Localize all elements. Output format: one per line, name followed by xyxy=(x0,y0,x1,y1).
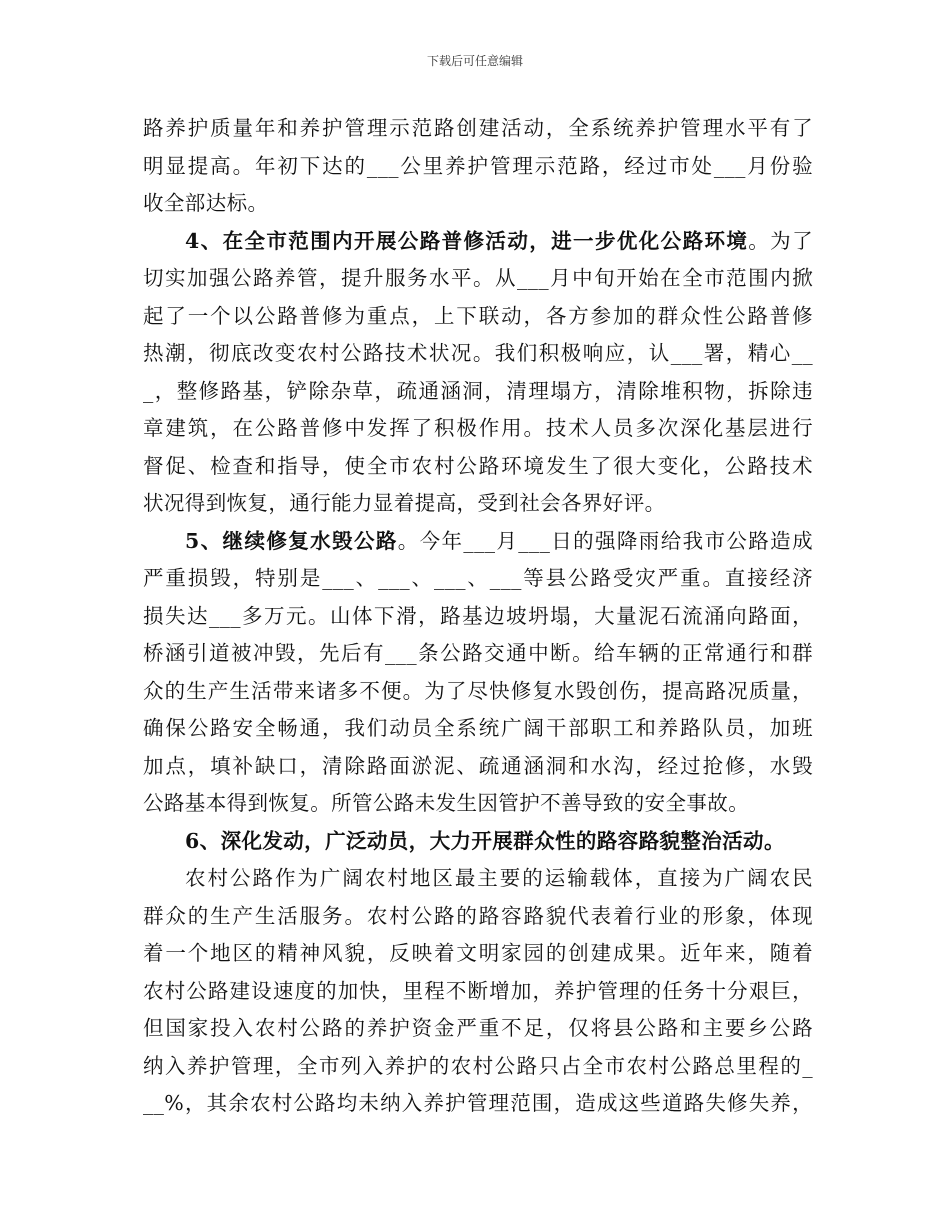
text-line xyxy=(143,335,813,373)
body-text: 着一个地区的精神风貌，反映着文明家园的创建成果。近年来，随着 xyxy=(143,941,813,965)
body-text: 公路基本得到恢复。所管公路未发生因管护不善导致的安全事故。 xyxy=(143,791,750,815)
text-line xyxy=(143,598,813,636)
text-line xyxy=(143,1085,813,1123)
body-text: 桥涵引道被冲毁，先后有___条公路交通中断。给车辆的正常通行和群 xyxy=(143,641,813,665)
text-line xyxy=(143,823,813,861)
body-text: 农村公路建设速度的加快，里程不断增加，养护管理的任务十分艰巨， xyxy=(143,978,813,1003)
text-line xyxy=(143,523,813,561)
text-line xyxy=(143,748,813,786)
bold-heading-text: 4、在全市范围内开展公路普修活动，进一步优化公路环境 xyxy=(185,228,749,253)
text-line xyxy=(143,1048,813,1086)
text-line xyxy=(143,935,813,973)
text-line xyxy=(143,448,813,486)
text-line xyxy=(143,898,813,936)
body-text: 但国家投入农村公路的养护资金严重不足，仅将县公路和主要乡公路 xyxy=(143,1016,813,1040)
text-line xyxy=(143,1010,813,1048)
text-line xyxy=(143,973,813,1011)
text-line xyxy=(143,298,813,336)
body-text: 章建筑，在公路普修中发挥了积极作用。技术人员多次深化基层进行 xyxy=(143,416,813,440)
bold-heading-text: 6、深化发动，广泛动员，大力开展群众性的路容路貌整治活动。 xyxy=(185,828,785,853)
body-text: 群众的生产生活服务。农村公路的路容路貌代表着行业的形象，体现 xyxy=(143,903,813,928)
body-text: 纳入养护管理，全市列入养护的农村公路只占全市农村公路总里程的_ xyxy=(143,1053,813,1078)
text-line xyxy=(143,260,813,298)
text-line xyxy=(143,373,813,411)
body-text: 农村公路作为广阔农村地区最主要的运输载体，直接为广阔农民 xyxy=(185,866,813,890)
body-text: 督促、检查和指导，使全市农村公路环境发生了很大变化，公路技术 xyxy=(143,453,813,478)
text-line xyxy=(143,148,813,186)
text-line xyxy=(143,410,813,448)
body-text: 切实加强公路养管，提升服务水平。从___月中旬开始在全市范围内掀 xyxy=(143,266,813,290)
text-line xyxy=(143,485,813,523)
text-line xyxy=(143,223,813,261)
document-body xyxy=(143,110,813,1123)
body-text: 起了一个以公路普修为重点，上下联动，各方参加的群众性公路普修 xyxy=(143,303,813,328)
text-line xyxy=(143,710,813,748)
body-text: _，整修路基，铲除杂草，疏通涵洞，清理塌方，清除堆积物，拆除违 xyxy=(143,378,813,403)
body-text: 收全部达标。 xyxy=(143,191,269,215)
text-line xyxy=(143,110,813,148)
text-line xyxy=(143,785,813,823)
page-header: 下载后可任意编辑 xyxy=(426,54,523,68)
body-text: 路养护质量年和养护管理示范路创建活动，全系统养护管理水平有了 xyxy=(143,116,813,140)
text-line xyxy=(143,860,813,898)
text-line xyxy=(143,673,813,711)
body-text: 严重损毁，特别是___、___、___、___等县公路受灾严重。直接经济 xyxy=(143,566,813,590)
text-line xyxy=(143,635,813,673)
body-text: 状况得到恢复，通行能力显着提高，受到社会各界好评。 xyxy=(143,491,666,515)
body-text: 确保公路安全畅通，我们动员全系统广阔干部职工和养路队员，加班 xyxy=(143,716,813,740)
body-text: 。今年___月___日的强降雨给我市公路造成 xyxy=(397,528,813,553)
body-text: 加点，填补缺口，清除路面淤泥、疏通涵洞和水沟，经过抢修，水毁 xyxy=(143,753,813,778)
bold-heading-text: 5、继续修复水毁公路 xyxy=(185,528,398,553)
body-text: 损失达___多万元。山体下滑，路基边坡坍塌，大量泥石流涌向路面， xyxy=(143,603,813,628)
text-line xyxy=(143,185,813,223)
body-text: __%，其余农村公路均未纳入养护管理范围，造成这些道路失修失养， xyxy=(143,1091,813,1115)
body-text: 明显提高。年初下达的___公里养护管理示范路，经过市处___月份验 xyxy=(143,153,813,178)
body-text: 众的生产生活带来诸多不便。为了尽快修复水毁创伤，提高路况质量， xyxy=(143,678,813,703)
body-text: 。为了 xyxy=(748,228,813,253)
body-text: 热潮，彻底改变农村公路技术状况。我们积极响应，认___署，精心__ xyxy=(143,341,813,365)
text-line xyxy=(143,560,813,598)
